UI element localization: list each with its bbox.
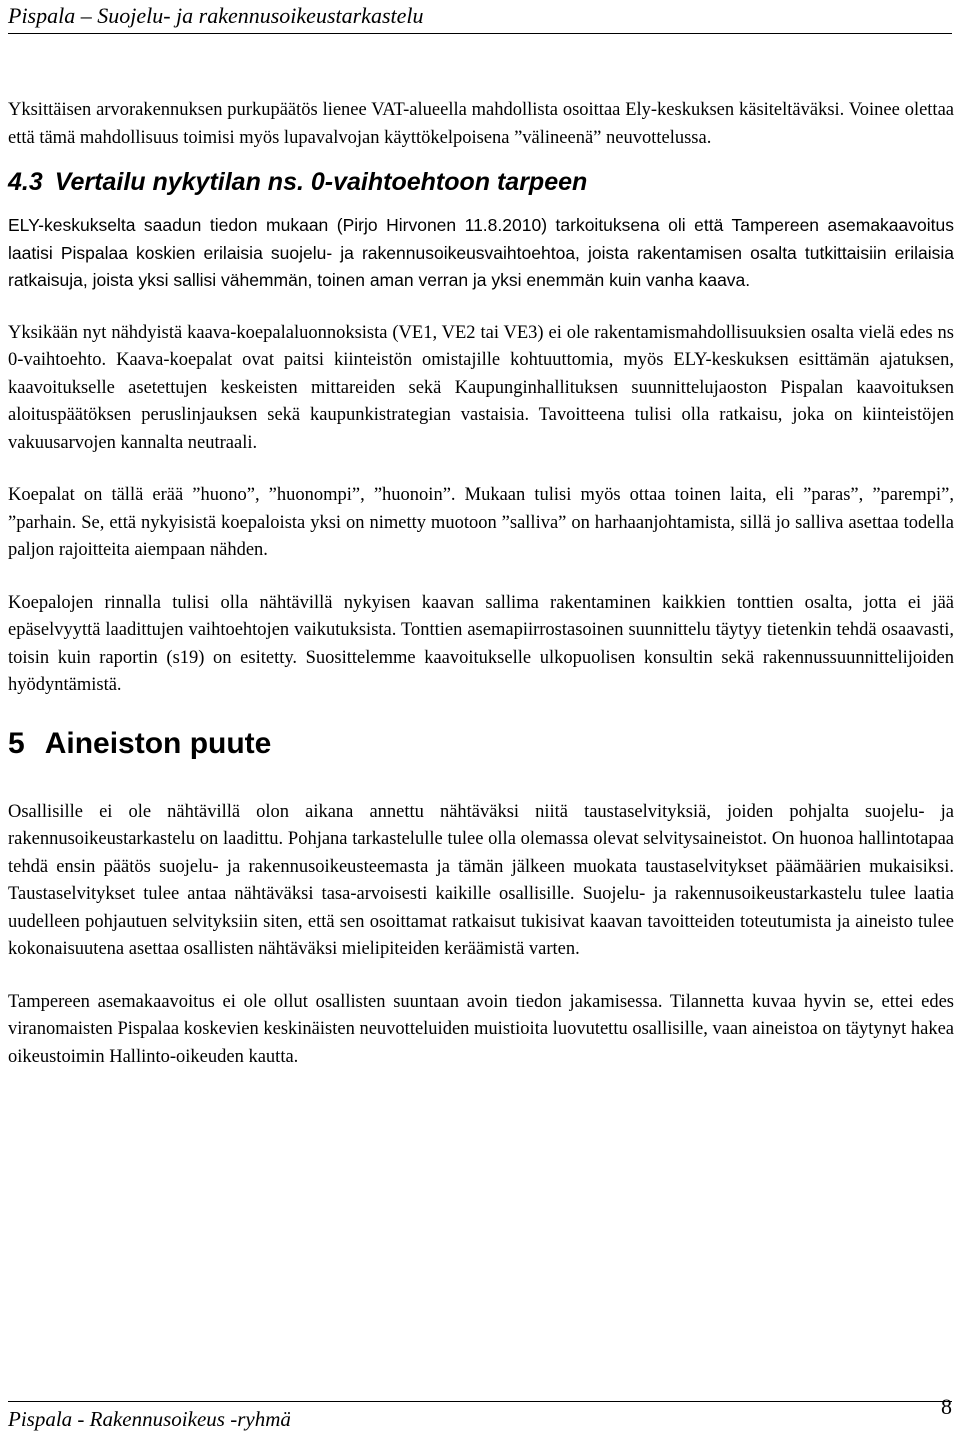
body-paragraph: Tampereen asemakaavoitus ei ole ollut osallisten suuntaan avoin tiedon jakamisessa. Tilannetta kuvaa hyvin se, ettei edes viranomaisten Pispalaa koskevien keskinäisten neuvotteluiden muistioita luovutettu osallisille, vaan aineistoa on täytynyt hakea oikeustoimin Hallinto-oikeuden kautta. [8, 991, 954, 1067]
section-title: Aineiston puute [44, 726, 272, 760]
body-paragraph: Koepalat on tällä erää ”huono”, ”huonompi”, ”huonoin”. Mukaan tulisi myös ottaa toinen laita, eli ”paras”, ”parempi”, ”parhain. Se, että nykyisistä koepaloista yksi on nimetty muotoon ”salliva” on harhaanjohtamista, sillä jo salliva asettaa todella paljon rajoitteita aiempaan nähden. [8, 485, 954, 560]
body-paragraph: Yksikään nyt nähdyistä kaava-koepalaluonnoksista (VE1, VE2 tai VE3) ei ole rakentamismahdollisuuksien osalta vielä edes ns 0-vaihtoehto. Kaava-koepalat ovat paitsi kiinteistön omistajille kohtuuttomia, myös ELY-keskuksen esittämän ajatuksen, kaavoitukselle asetettujen keskeisten mittareiden sekä Kaupunginhallituksen suunnittelujaoston Pispalan kaavoituksen aloituspäätöksen peruslinjauksen sekä kaupunkistrategian vastaisia. Tavoitteena tulisi olla ratkaisu, joka on kiinteistöjen vakuusarvojen kannalta neutraali. [8, 322, 954, 453]
intro-paragraph: Yksittäisen arvorakennuksen purkupäätös lienee VAT-alueella mahdollista osoittaa Ely-keskuksen käsiteltäväksi. Voinee olettaa että tämä mahdollisuus toimisi myös lupavalvojan käyttökelpoisena ”välineenä” neuvottelussa. [8, 100, 954, 148]
page-content [8, 97, 954, 1071]
footer-text: Pispala - Rakennusoikeus -ryhmä [8, 1407, 291, 1431]
section-5-heading [8, 724, 954, 764]
page-number: 8 [941, 1394, 952, 1419]
running-header: Pispala – Suojelu- ja rakennusoikeustarkastelu [8, 2, 952, 34]
section-number: 5 [8, 726, 25, 760]
body-paragraph: Osallisille ei ole nähtävillä olon aikana annettu nähtäväksi niitä taustaselvityksiä, joiden pohjalta suojelu- ja rakennusoikeustarkastelu on laadittu. Pohjana tarkastelulle tulee olla olemassa olevat selvitysaineistot. On huonoa hallintotapaa tehdä ensin päätös suojelu- ja rakennusoikeusteemasta ja tämän jälkeen muokata taustaselvitykset päämäärien mukaisiksi. Taustaselvitykset tulee antaa nähtäväksi tasa-arvoisesti kaikille osallisille. Suojelu- ja rakennusoikeustarkastelu tulee laatia uudelleen pohjautuen selvityksiin siten, että sen osoittamat ratkaisut tukisivat kaavan tavoitteiden toteutumista ja aineisto tulee kokonaisuutena asettaa osallisten nähtäväksi mielipiteiden keräämistä varten. [8, 801, 954, 959]
section-number: 4.3 [8, 168, 43, 196]
body-paragraph: ELY-keskukselta saadun tiedon mukaan (Pirjo Hirvonen 11.8.2010) tarkoituksena oli että Tampereen asemakaavoitus laatisi Pispalaa koskien erilaisia suojelu- ja rakennusoikeusvaihtoehtoa, joista rakentamisen osalta tutkittaisiin erilaisia ratkaisuja, joista yksi sallisi vähemmän, toinen aman verran ja yksi enemmän kuin vanha kaava. [8, 215, 954, 290]
section-title: Vertailu nykytilan ns. 0-vaihtoehtoon tarpeen [54, 168, 588, 196]
page-footer [8, 1394, 952, 1432]
body-paragraph: Koepalojen rinnalla tulisi olla nähtävillä nykyisen kaavan sallima rakentaminen kaikkien tonttien osalta, jotta ei jää epäselvyyttä laadittujen vaihtoehtojen vaikutuksista. Tonttien asemapiirrostasoinen suunnittelu täytyy tietenkin tehdä osaavasti, toisin kuin raportin (s19) on esitetty. Suosittelemme kaavoitukselle ulkopuolisen konsultin sekä rakennussuunnittelijoiden hyödyntämistä. [8, 592, 954, 695]
section-4-3-heading [8, 166, 954, 198]
